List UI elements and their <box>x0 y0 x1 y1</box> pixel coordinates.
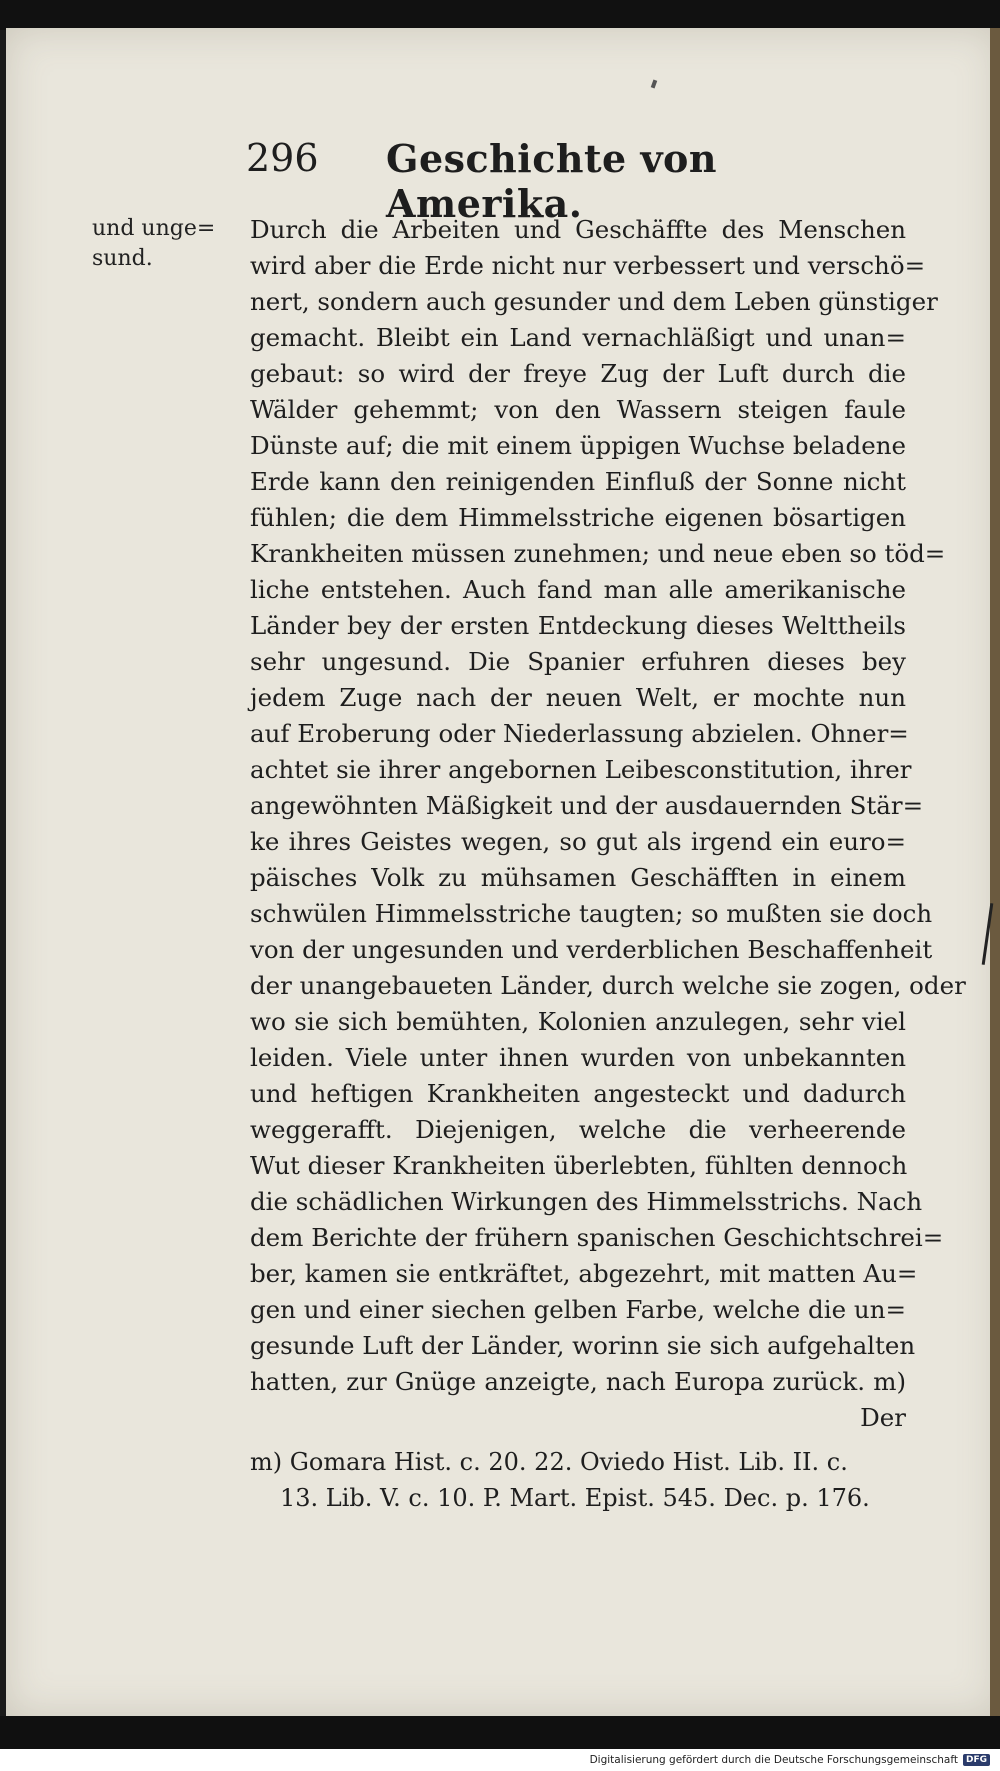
text-line: gesunde Luft der Länder, worinn sie sich aufgehalten <box>250 1331 916 1360</box>
text-line: auf Eroberung oder Niederlassung abzielen. Ohner= <box>250 719 909 748</box>
footer-credit: Digitalisierung gefördert durch die Deutsche Forschungsgemeinschaft <box>589 1754 958 1766</box>
text-line: gen und einer siechen gelben Farbe, welche die un= <box>250 1295 906 1324</box>
text-line: ber, kamen sie entkräftet, abgezehrt, mit matten Au= <box>250 1259 918 1288</box>
catchword: Der <box>860 1403 906 1432</box>
text-line: Länder bey der ersten Entdeckung dieses Welttheils <box>250 611 906 640</box>
text-line: die schädlichen Wirkungen des Himmelsstrichs. Nach <box>250 1187 923 1216</box>
text-line: achtet sie ihrer angebornen Leibesconstitution, ihrer <box>250 755 912 784</box>
scan-bottom-border <box>0 1716 1000 1749</box>
text-line: leiden. Viele unter ihnen wurden von unbekannten <box>250 1043 906 1072</box>
text-line: ke ihres Geistes wegen, so gut als irgend ein euro= <box>250 827 906 856</box>
text-line: gebaut: so wird der freye Zug der Luft durch die <box>250 359 906 388</box>
text-line: wo sie sich bemühten, Kolonien anzulegen, sehr viel <box>250 1007 906 1036</box>
text-line: und heftigen Krankheiten angesteckt und dadurch <box>250 1079 906 1108</box>
margin-note-line: sund. <box>92 246 153 271</box>
text-line: Wut dieser Krankheiten überlebten, fühlten dennoch <box>250 1151 908 1180</box>
footnote-line: m) Gomara Hist. c. 20. 22. Oviedo Hist. Lib. II. c. <box>250 1448 848 1476</box>
body-text <box>250 212 966 1436</box>
running-title: Geschichte von Amerika. <box>386 136 718 226</box>
text-line: Erde kann den reinigenden Einfluß der Sonne nicht <box>250 467 906 496</box>
text-line: liche entstehen. Auch fand man alle amerikanische <box>250 575 906 604</box>
footnote <box>250 1444 910 1516</box>
text-line: fühlen; die dem Himmelsstriche eigenen bösartigen <box>250 503 906 532</box>
text-line: schwülen Himmelsstriche taugten; so mußten sie doch <box>250 899 933 928</box>
footnote-line: 13. Lib. V. c. 10. P. Mart. Epist. 545. Dec. p. 176. <box>280 1484 870 1512</box>
text-line: angewöhnten Mäßigkeit und der ausdauernden Stär= <box>250 791 924 820</box>
text-line: sehr ungesund. Die Spanier erfuhren dieses bey <box>250 647 906 676</box>
text-line: Krankheiten müssen zunehmen; und neue eben so töd= <box>250 539 946 568</box>
page-edge <box>990 28 1000 1716</box>
text-line: der unangebaueten Länder, durch welche sie zogen, oder <box>250 971 966 1000</box>
page-number: 296 <box>246 136 319 180</box>
text-line: päisches Volk zu mühsamen Geschäfften in einem <box>250 863 906 892</box>
text-line: wird aber die Erde nicht nur verbessert und verschö= <box>250 251 926 280</box>
margin-note-line: und unge= <box>92 216 216 241</box>
text-line: weggerafft. Diejenigen, welche die verheerende <box>250 1115 906 1144</box>
text-line: hatten, zur Gnüge anzeigte, nach Europa zurück. m) <box>250 1367 906 1396</box>
text-line: Wälder gehemmt; von den Wassern steigen faule <box>250 395 906 424</box>
text-line: von der ungesunden und verderblichen Beschaffenheit <box>250 935 933 964</box>
text-line: Dünste auf; die mit einem üppigen Wuchse beladene <box>250 431 906 460</box>
digitization-footer <box>0 1749 1000 1771</box>
margin-note <box>92 214 222 274</box>
running-header <box>246 128 906 226</box>
text-line: dem Berichte der frühern spanischen Geschichtschrei= <box>250 1223 944 1252</box>
text-line: jedem Zuge nach der neuen Welt, er mochte nun <box>250 683 906 712</box>
text-line: Durch die Arbeiten und Geschäffte des Menschen <box>250 215 906 244</box>
text-line: gemacht. Bleibt ein Land vernachläßigt und unan= <box>250 323 906 352</box>
scan-top-border <box>0 0 1000 30</box>
text-line: nert, sondern auch gesunder und dem Leben günstiger <box>250 287 938 316</box>
dfg-logo-icon: DFG <box>963 1754 990 1766</box>
